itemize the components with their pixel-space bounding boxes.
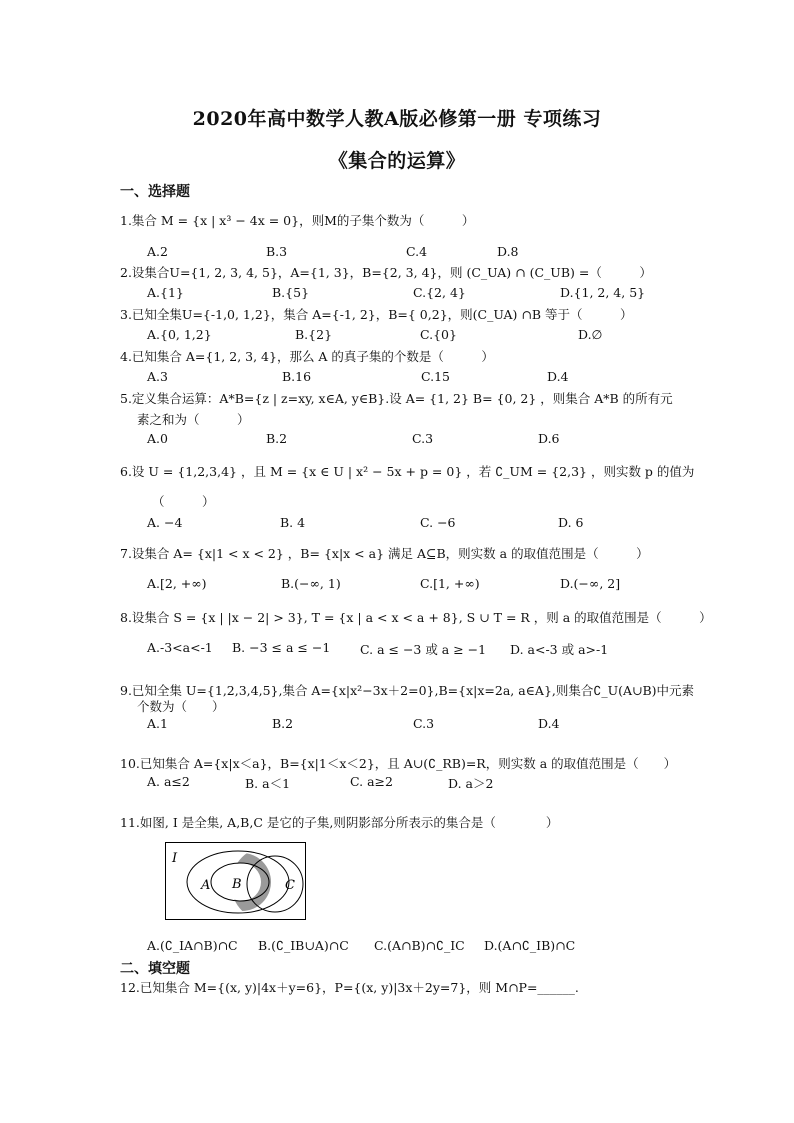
question-9-stem: 9.已知全集 U={1,2,3,4,5},集合 A={x|x²−3x＋2=0},B={x|x=2a, a∈A},则集合∁_U(A∪B)中元素: [120, 683, 695, 698]
question-11-stem: 11.如图, I 是全集, A,B,C 是它的子集,则阴影部分所表示的集合是（ ）: [120, 815, 559, 830]
question-11-option-c: C.(A∩B)∩∁_IC: [374, 938, 465, 953]
question-6-option-a: A. −4: [147, 515, 183, 530]
question-5-stem-continued: 素之和为（ ）: [137, 412, 250, 427]
question-4-option-a: A.3: [147, 369, 168, 384]
question-3-option-b: B.{2}: [295, 327, 333, 342]
question-6-option-b: B. 4: [280, 515, 306, 530]
question-12-stem: 12.已知集合 M={(x, y)|4x＋y=6}，P={(x, y)|3x＋2y=7}，则 M∩P=______.: [120, 980, 579, 995]
question-5-option-a: A.0: [147, 431, 168, 446]
question-6-option-d: D. 6: [558, 515, 584, 530]
question-1-option-b: B.3: [266, 244, 288, 259]
question-8-option-c: C. a ≤ −3 或 a ≥ −1: [360, 642, 487, 657]
question-11-option-d: D.(A∩∁_IB)∩C: [484, 938, 576, 953]
question-4-option-c: C.15: [421, 369, 450, 384]
question-4-option-b: B.16: [282, 369, 312, 384]
question-2-option-d: D.{1, 2, 4, 5}: [560, 285, 646, 300]
question-5-option-d: D.6: [538, 431, 560, 446]
question-10-stem: 10.已知集合 A={x|x＜a}，B={x|1＜x＜2}，且 A∪(∁_RB)=R，则实数 a 的取值范围是（ ）: [120, 756, 677, 771]
question-5-option-c: C.3: [412, 431, 434, 446]
question-4-stem: 4.已知集合 A={1, 2, 3, 4}，那么 A 的真子集的个数是（ ）: [120, 349, 494, 364]
venn-diagram: [165, 842, 307, 922]
question-7-option-a: A.[2, +∞): [147, 576, 207, 591]
question-7-stem: 7.设集合 A= {x|1 < x < 2} ，B= {x|x < a} 满足 A⊆B，则实数 a 的取值范围是（ ）: [120, 546, 649, 561]
question-1-option-d: D.8: [497, 244, 519, 259]
question-2-stem: 2.设集合U={1, 2, 3, 4, 5}，A={1, 3}，B={2, 3, 4}，则 (C_UA) ∩ (C_UB) =（ ）: [120, 265, 652, 280]
question-7-option-c: C.[1, +∞): [420, 576, 480, 591]
question-9-stem-continued: 个数为（ ）: [137, 699, 225, 714]
question-2-option-c: C.{2, 4}: [413, 285, 466, 300]
question-9-option-d: D.4: [538, 716, 560, 731]
page-title: 2020年高中数学人教A版必修第一册 专项练习: [192, 108, 602, 130]
question-8-option-a: A.-3<a<-1: [147, 640, 213, 655]
question-3-option-c: C.{0}: [420, 327, 457, 342]
section-heading-choice: 一、选择题: [120, 184, 190, 200]
question-6-stem: 6.设 U = {1,2,3,4} ，且 M = {x ∈ U | x² − 5x + p = 0} ，若 ∁_UM = {2,3} ，则实数 p 的值为: [120, 464, 695, 479]
question-7-option-b: B.(−∞, 1): [281, 576, 341, 591]
question-1-stem: 1.集合 M = {x | x³ − 4x = 0}，则M的子集个数为（ ）: [120, 213, 475, 228]
question-5-stem: 5.定义集合运算：A*B={z | z=xy, x∈A, y∈B}.设 A= {1, 2} B= {0, 2} ，则集合 A*B 的所有元: [120, 391, 673, 406]
question-4-option-d: D.4: [547, 369, 569, 384]
question-2-option-b: B.{5}: [272, 285, 310, 300]
question-11-option-a: A.(∁_IA∩B)∩C: [147, 938, 238, 953]
question-7-option-d: D.(−∞, 2]: [560, 576, 621, 591]
question-10-option-c: C. a≥2: [350, 774, 393, 789]
question-1-option-a: A.2: [147, 244, 168, 259]
question-10-option-a: A. a≤2: [147, 774, 190, 789]
question-3-option-a: A.{0, 1,2}: [147, 327, 212, 342]
question-10-option-d: D. a＞2: [448, 776, 494, 791]
question-3-option-d: D.∅: [578, 327, 603, 342]
question-10-option-b: B. a＜1: [245, 776, 291, 791]
question-9-option-c: C.3: [413, 716, 435, 731]
page-subtitle: 《集合的运算》: [328, 150, 466, 172]
question-8-option-b: B. −3 ≤ a ≤ −1: [232, 640, 331, 655]
question-3-stem: 3.已知全集U={-1,0, 1,2}，集合 A={-1, 2}，B={ 0,2}，则(C_UA) ∩B 等于（ ）: [120, 307, 633, 322]
question-11-option-b: B.(∁_IB∪A)∩C: [258, 938, 349, 953]
question-5-option-b: B.2: [266, 431, 288, 446]
question-1-option-c: C.4: [406, 244, 428, 259]
venn-label-c: C: [285, 878, 295, 893]
question-8-option-d: D. a<-3 或 a>-1: [510, 642, 609, 657]
question-9-option-a: A.1: [147, 716, 168, 731]
question-6-stem-continued: （ ）: [152, 494, 215, 509]
venn-label-i: I: [172, 851, 178, 866]
question-2-option-a: A.{1}: [147, 285, 184, 300]
venn-label-b: B: [232, 877, 242, 892]
question-9-option-b: B.2: [272, 716, 294, 731]
question-8-stem: 8.设集合 S = {x | |x − 2| > 3}, T = {x | a < x < a + 8}, S ∪ T = R ，则 a 的取值范围是（ ）: [120, 610, 712, 625]
question-6-option-c: C. −6: [420, 515, 456, 530]
venn-inner-b-mask: [223, 863, 261, 901]
venn-label-a: A: [201, 878, 211, 893]
section-heading-fill: 二、填空题: [120, 961, 190, 977]
